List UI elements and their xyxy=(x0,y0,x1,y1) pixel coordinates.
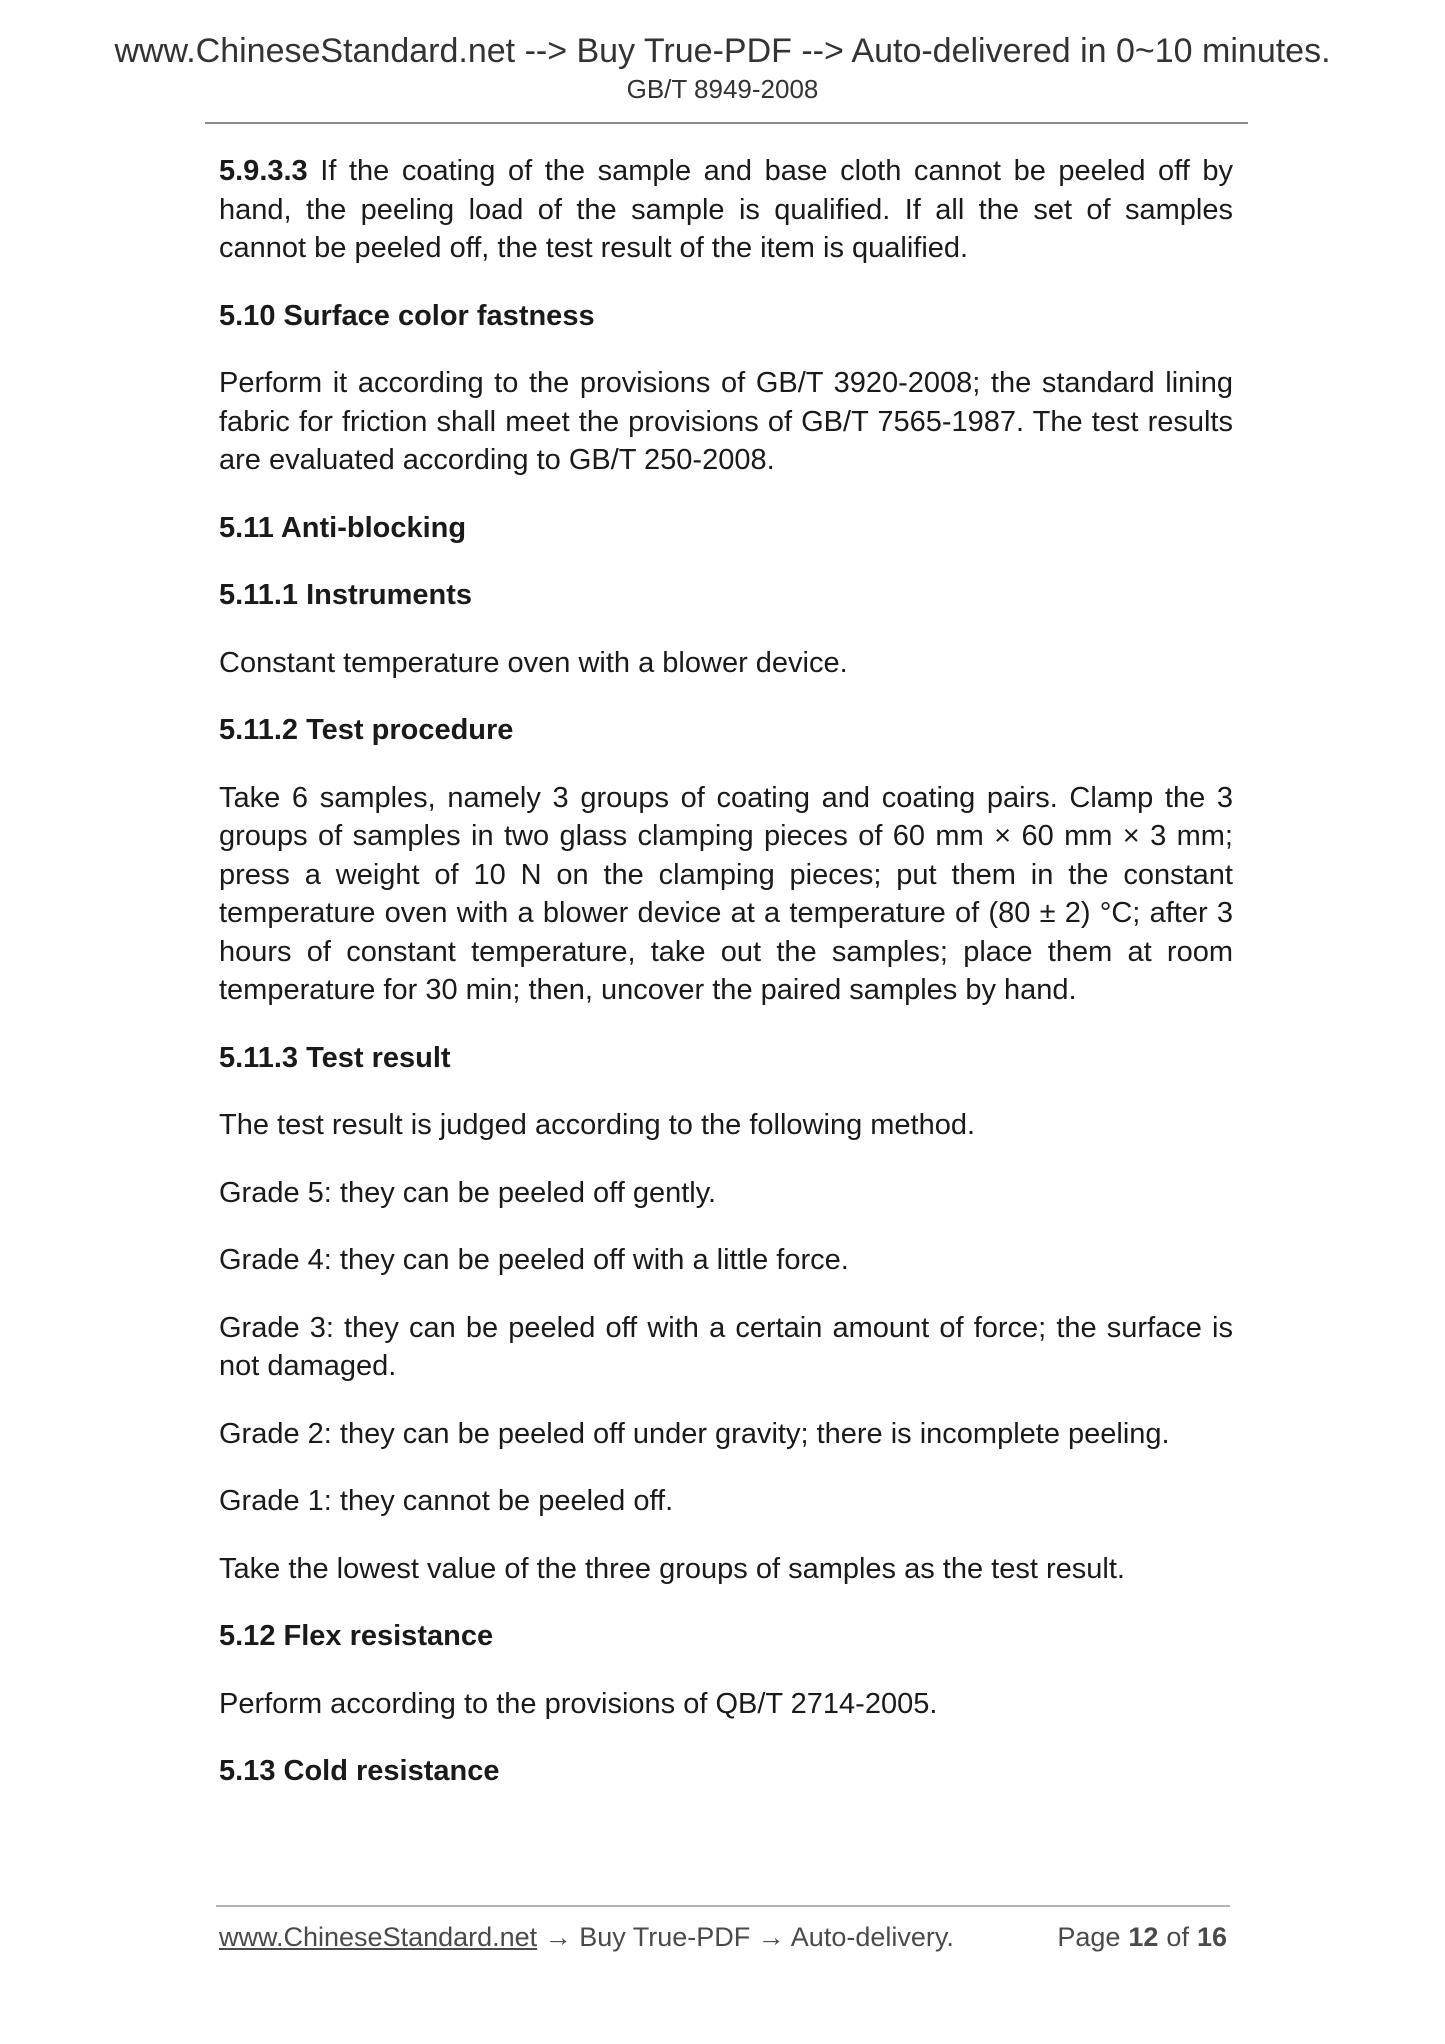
paragraph-5-11-2: Take 6 samples, namely 3 groups of coating and coating pairs. Clamp the 3 groups of samples in two glass clamping pieces of 60 mm × 60 mm × 3 mm; press a weight of 10 N on the clamping pieces; put them in the constant temperature oven with a blower device at a temperature of (80 ± 2) °C; after 3 hours of constant temperature, take out the samples; place them at room temperature for 30 min; then, uncover the paired samples by hand. xyxy=(219,781,1233,1006)
arrow-right-icon: → xyxy=(544,1922,572,1952)
arrow-right-icon: → xyxy=(757,1922,785,1952)
grade-item: Grade 1: they cannot be peeled off. xyxy=(219,1485,674,1517)
footer-buy-text: Buy True-PDF xyxy=(579,1922,751,1952)
of-label: of xyxy=(1166,1922,1189,1952)
grade-item: Grade 2: they can be peeled off under gravity; there is incomplete peeling. xyxy=(219,1417,1170,1450)
grade-item: Grade 3: they can be peeled off with a certain amount of force; the surface is not damaged. xyxy=(219,1311,1233,1382)
heading-5-10: 5.10 Surface color fastness xyxy=(219,299,595,332)
footer-site-link[interactable]: www.ChineseStandard.net xyxy=(219,1922,538,1952)
paragraph-5-9-3-3 xyxy=(219,152,1233,268)
footer-divider xyxy=(216,1905,1230,1907)
footer-promo xyxy=(219,1922,954,1953)
header-divider xyxy=(205,122,1248,124)
page-indicator xyxy=(1057,1922,1227,1953)
header-standard-number: GB/T 8949-2008 xyxy=(626,74,819,104)
heading-5-11-2: 5.11.2 Test procedure xyxy=(219,714,514,746)
clause-text: If the coating of the sample and base cloth cannot be peeled off by hand, the peeling load of the sample is qualified. If all the set of samples cannot be peeled off, the test result of the item is qualified. xyxy=(219,155,1233,264)
clause-number: 5.9.3.3 xyxy=(219,155,308,187)
heading-5-13: 5.13 Cold resistance xyxy=(219,1755,500,1787)
heading-5-11-3: 5.11.3 Test result xyxy=(219,1041,451,1074)
footer-delivery-text: Auto-delivery. xyxy=(790,1922,954,1952)
paragraph-5-10: Perform it according to the provisions of GB/T 3920-2008; the standard lining fabric for friction shall meet the provisions of GB/T 7565-1987. The test results are evaluated according to GB/T 250-2008. xyxy=(219,367,1233,476)
paragraph-5-11-3-conclusion: Take the lowest value of the three groups of samples as the test result. xyxy=(219,1552,1125,1585)
paragraph-5-12: Perform according to the provisions of QB/T 2714-2005. xyxy=(219,1687,938,1720)
paragraph-5-11-1: Constant temperature oven with a blower device. xyxy=(219,646,848,679)
heading-5-12: 5.12 Flex resistance xyxy=(219,1620,494,1652)
document-body xyxy=(219,152,1233,1820)
page-number: 12 xyxy=(1128,1922,1159,1952)
total-pages: 16 xyxy=(1196,1922,1227,1952)
grade-item: Grade 4: they can be peeled off with a little force. xyxy=(219,1244,849,1276)
grade-item: Grade 5: they can be peeled off gently. xyxy=(219,1176,717,1209)
page-label: Page xyxy=(1057,1922,1121,1952)
heading-5-11-1: 5.11.1 Instruments xyxy=(219,579,473,611)
header-banner: www.ChineseStandard.net --> Buy True-PDF --> Auto-delivered in 0~10 minutes. xyxy=(114,32,1331,70)
heading-5-11: 5.11 Anti-blocking xyxy=(219,511,467,544)
paragraph-5-11-3-intro: The test result is judged according to the following method. xyxy=(219,1109,976,1141)
